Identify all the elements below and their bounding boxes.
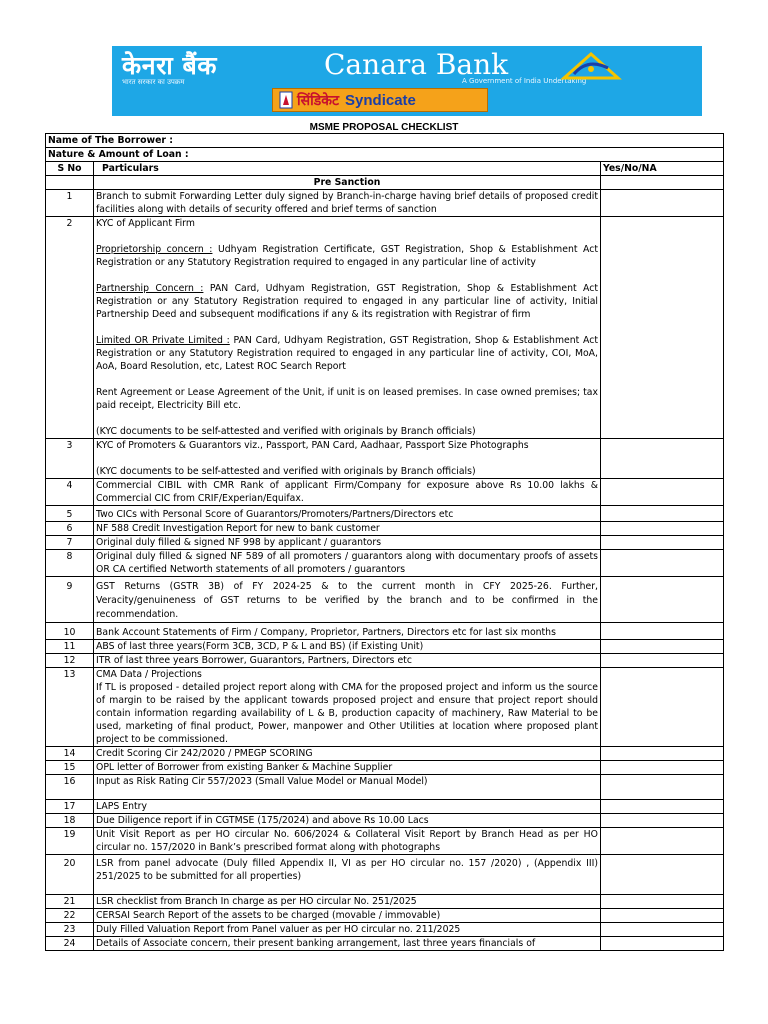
- row-text: ABS of last three years(Form 3CB, 3CD, P & L and BS) (if Existing Unit): [94, 640, 601, 654]
- status-cell[interactable]: [601, 577, 724, 623]
- status-cell[interactable]: [601, 623, 724, 640]
- row-text: LSR from panel advocate (Duly filled Appendix II, VI as per HO circular no. 157 /2020) , (Appendix III) 251/2025 to be submitted for all properties): [94, 855, 601, 895]
- table-row: [46, 506, 724, 522]
- row-number: 21: [46, 895, 94, 909]
- row-number: 8: [46, 550, 94, 577]
- row-number: 4: [46, 479, 94, 506]
- row-text: Commercial CIBIL with CMR Rank of applicant Firm/Company for exposure above Rs 10.00 lakhs & Commercial CIC from CRIF/Experian/Equifax.: [94, 479, 601, 506]
- syndicate-badge: [272, 88, 488, 112]
- table-row: [46, 909, 724, 923]
- row-text: OPL letter of Borrower from existing Banker & Machine Supplier: [94, 761, 601, 775]
- table-row: [46, 668, 724, 747]
- row-number: 20: [46, 855, 94, 895]
- row-number: 2: [46, 217, 94, 439]
- status-cell[interactable]: [601, 640, 724, 654]
- row-number: 7: [46, 536, 94, 550]
- kyc-note: (KYC documents to be self-attested and verified with originals by Branch officials): [96, 426, 476, 437]
- row-number: 10: [46, 623, 94, 640]
- row-text: Due Diligence report if in CGTMSE (175/2024) and above Rs 10.00 Lacs: [94, 814, 601, 828]
- partnership-label: Partnership Concern :: [96, 283, 204, 294]
- status-cell[interactable]: [601, 909, 724, 923]
- row-text: Input as Risk Rating Cir 557/2023 (Small Value Model or Manual Model): [94, 775, 601, 800]
- table-row: [46, 855, 724, 895]
- row-number: 12: [46, 654, 94, 668]
- row-text: Credit Scoring Cir 242/2020 / PMEGP SCORING: [94, 747, 601, 761]
- table-row: [46, 217, 724, 439]
- status-cell[interactable]: [601, 937, 724, 951]
- row-number: 6: [46, 522, 94, 536]
- row-number: 11: [46, 640, 94, 654]
- row-text: Details of Associate concern, their present banking arrangement, last three years financials of: [94, 937, 601, 951]
- table-row: [46, 800, 724, 814]
- proprietorship-text: Udhyam Registration Certificate, GST Registration, Shop & Establishment Act Registration or any Statutory Registration required to engaged in any particular line of activity: [96, 244, 598, 268]
- row-number: 17: [46, 800, 94, 814]
- section-heading: Pre Sanction: [94, 176, 601, 190]
- column-header-status: Yes/No/NA: [601, 162, 724, 176]
- column-header-particulars: Particulars: [94, 162, 601, 176]
- status-cell[interactable]: [601, 775, 724, 800]
- table-row: [46, 479, 724, 506]
- limited-company-item: [96, 334, 598, 373]
- table-row: [46, 828, 724, 855]
- promoter-kyc-text: KYC of Promoters & Guarantors viz., Passport, PAN Card, Aadhaar, Passport Size Photographs: [96, 440, 529, 451]
- row-number: 15: [46, 761, 94, 775]
- page-title: MSME PROPOSAL CHECKLIST: [309, 122, 459, 133]
- borrower-name-field: Name of The Borrower :: [46, 134, 724, 148]
- row-number: 19: [46, 828, 94, 855]
- table-row: [46, 814, 724, 828]
- table-row: [46, 640, 724, 654]
- row-text: [94, 668, 601, 747]
- row-number: 24: [46, 937, 94, 951]
- row-number: 22: [46, 909, 94, 923]
- checklist-table: [45, 133, 724, 951]
- row-text: [94, 217, 601, 439]
- partnership-item: [96, 282, 598, 321]
- row-number: 9: [46, 577, 94, 623]
- row-text: Duly Filled Valuation Report from Panel valuer as per HO circular no. 211/2025: [94, 923, 601, 937]
- table-row: [46, 522, 724, 536]
- banner-hindi-name: केनरा बैंक: [122, 51, 217, 80]
- limited-company-label: Limited OR Private Limited :: [96, 335, 230, 346]
- canara-logo-icon: [560, 52, 622, 82]
- status-cell[interactable]: [601, 895, 724, 909]
- rent-agreement-item: Rent Agreement or Lease Agreement of the Unit, if unit is on leased premises. In case owned premises; tax paid receipt, Electricity Bill etc.: [96, 387, 598, 411]
- bank-banner: [112, 46, 702, 116]
- row-text: NF 588 Credit Investigation Report for new to bank customer: [94, 522, 601, 536]
- status-cell[interactable]: [601, 747, 724, 761]
- table-row: [46, 895, 724, 909]
- syndicate-hindi-name: सिंडिकेट: [297, 91, 340, 108]
- table-row: [46, 577, 724, 623]
- cma-title: CMA Data / Projections: [96, 669, 202, 680]
- row-number: 23: [46, 923, 94, 937]
- status-cell[interactable]: [601, 550, 724, 577]
- row-text: Original duly filled & signed NF 998 by applicant / guarantors: [94, 536, 601, 550]
- row-number: 1: [46, 190, 94, 217]
- row-text: Unit Visit Report as per HO circular No. 606/2024 & Collateral Visit Report by Branch Head as per HO circular no. 157/2020 in Bank’s prescribed format along with photographs: [94, 828, 601, 855]
- status-cell[interactable]: [601, 479, 724, 506]
- row-number: 18: [46, 814, 94, 828]
- table-row: [46, 923, 724, 937]
- limited-company-text: PAN Card, Udhyam Registration, GST Registration, Shop & Establishment Act Registration or any Statutory Registration required to engaged in any particular line of activity, COI, MoA, AoA, Board Resolution, etc, Latest ROC Search Report: [96, 335, 598, 372]
- status-cell[interactable]: [601, 536, 724, 550]
- banner-hindi-tagline: भारत सरकार का उपक्रम: [122, 78, 185, 86]
- status-cell[interactable]: [601, 217, 724, 439]
- proprietorship-label: Proprietorship concern :: [96, 244, 213, 255]
- banner-english-tagline: A Government of India Undertaking: [462, 77, 587, 85]
- row-text: ITR of last three years Borrower, Guarantors, Partners, Directors etc: [94, 654, 601, 668]
- table-row: [46, 937, 724, 951]
- row-number: 5: [46, 506, 94, 522]
- status-cell[interactable]: [601, 506, 724, 522]
- table-row: [46, 550, 724, 577]
- status-cell[interactable]: [601, 654, 724, 668]
- row-number: 3: [46, 439, 94, 479]
- column-header-sno: S No: [46, 162, 94, 176]
- row-text: Branch to submit Forwarding Letter duly signed by Branch-in-charge having brief details of proposed credit facilities along with details of security offered and brief terms of sanction: [94, 190, 601, 217]
- status-cell[interactable]: [601, 855, 724, 895]
- table-row: [46, 761, 724, 775]
- table-row: [46, 654, 724, 668]
- status-cell[interactable]: [601, 828, 724, 855]
- banner-english-name: Canara Bank: [324, 48, 509, 81]
- syndicate-english-name: Syndicate: [345, 91, 416, 109]
- row-text: Bank Account Statements of Firm / Company, Proprietor, Partners, Directors etc for last six months: [94, 623, 601, 640]
- row-number: 16: [46, 775, 94, 800]
- status-cell[interactable]: [601, 668, 724, 747]
- kyc-title: KYC of Applicant Firm: [96, 218, 195, 229]
- status-cell[interactable]: [601, 761, 724, 775]
- row-number: 13: [46, 668, 94, 747]
- proprietorship-item: [96, 243, 598, 269]
- row-text: Two CICs with Personal Score of Guarantors/Promoters/Partners/Directors etc: [94, 506, 601, 522]
- status-cell[interactable]: [601, 923, 724, 937]
- row-number: 14: [46, 747, 94, 761]
- kyc-note: (KYC documents to be self-attested and verified with originals by Branch officials): [96, 466, 476, 477]
- row-text: CERSAI Search Report of the assets to be charged (movable / immovable): [94, 909, 601, 923]
- status-cell[interactable]: [601, 439, 724, 479]
- table-row: [46, 536, 724, 550]
- loan-details-field: Nature & Amount of Loan :: [46, 148, 724, 162]
- row-text: GST Returns (GSTR 3B) of FY 2024-25 & to the current month in CFY 2025-26. Further, Veracity/genuineness of GST returns to be verified by the branch and to be confirmed in the recommendation.: [94, 577, 601, 623]
- row-text: LAPS Entry: [94, 800, 601, 814]
- table-row: [46, 747, 724, 761]
- table-row: [46, 775, 724, 800]
- status-cell[interactable]: [601, 522, 724, 536]
- status-cell[interactable]: [601, 190, 724, 217]
- table-row: [46, 439, 724, 479]
- row-text: [94, 439, 601, 479]
- cma-text: If TL is proposed - detailed project report along with CMA for the proposed project and inform us the source of margin to be raised by the applicant towards proposed project and ensure that project report should contain information regarding availability of L & B, production capacity of machinery, Raw Material to be used, marketing of final product, Power, manpower and Other Utilities at location where proposed plant project to be commissioned.: [96, 682, 598, 745]
- table-row: [46, 190, 724, 217]
- status-cell[interactable]: [601, 800, 724, 814]
- syndicate-logo-icon: [279, 91, 293, 109]
- table-row: [46, 623, 724, 640]
- row-text: Original duly filled & signed NF 589 of all promoters / guarantors along with documentary proofs of assets OR CA certified Networth statements of all promoters / guarantors: [94, 550, 601, 577]
- partnership-text: PAN Card, Udhyam Registration, GST Registration, Shop & Establishment Act Registration or any Statutory Registration required to engaged in any particular line of activity, Initial Partnership Deed and subsequent modifications if any & its registration with Registrar of firm: [96, 283, 598, 320]
- status-cell[interactable]: [601, 814, 724, 828]
- row-text: LSR checklist from Branch In charge as per HO circular No. 251/2025: [94, 895, 601, 909]
